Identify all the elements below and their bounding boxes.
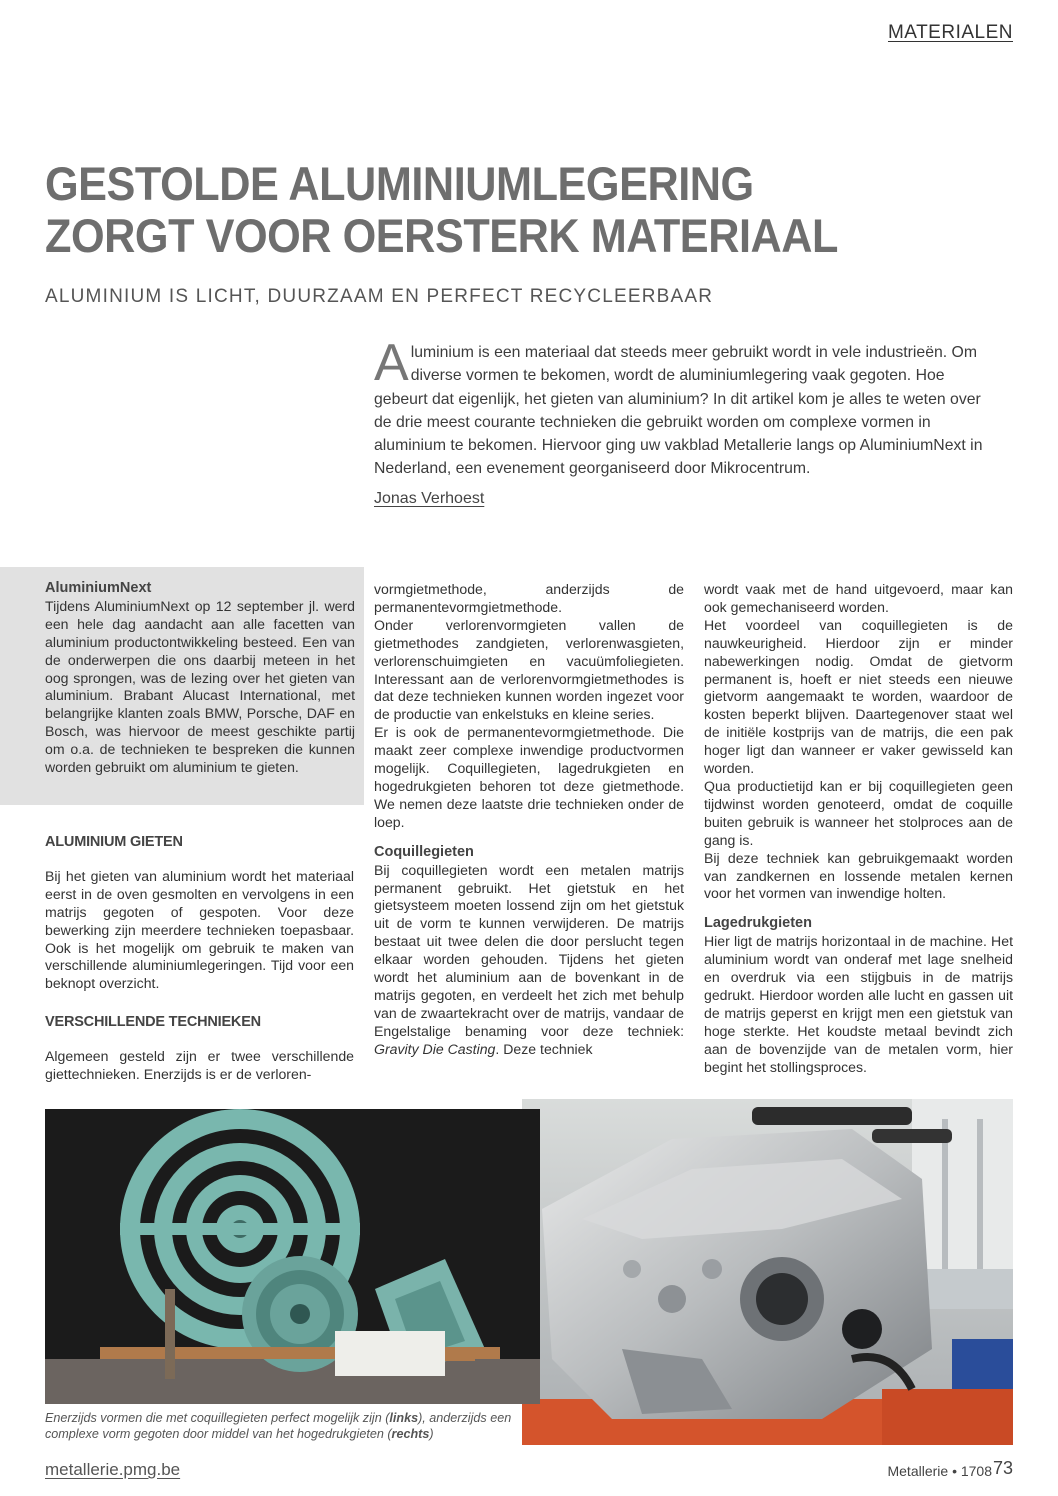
paragraph-text: . Deze techniek	[495, 1040, 593, 1057]
lead-text: luminium is een materiaal dat steeds meer gebruikt wordt in vele industrieën. Om diverse vormen te bekomen, wordt de aluminiumlegering vaak gegoten. Hoe gebeurt dat eigenlijk, het gieten van aluminium? In dit artikel kom je alles te weten over de drie meest courante technieken die gebruikt worden om complexe vormen in aluminium te bekomen. Hiervoor ging uw vakblad Metallerie langs op AluminiumNext in Nederland, een evenement georganiseerd door Mikrocentrum.	[374, 344, 983, 478]
caption-bold-links: links	[389, 1411, 419, 1425]
paragraph: Bij het gieten van aluminium wordt het materiaal eerst in de oven gesmolten en vervolgens in een matrijs gegoten of gespoten. Voor deze bewerking zijn meerdere technieken toepasbaar. Ook is het mogelijk om gebruik te maken van verschillende aluminiumlegeringen. Tijd voor een beknopt overzicht.	[45, 867, 354, 992]
article-subtitle: ALUMINIUM IS LICHT, DUURZAAM EN PERFECT RECYCLEERBAAR	[45, 286, 714, 307]
italic-term: Gravity Die Casting	[374, 1040, 496, 1057]
heading-aluminium-gieten: ALUMINIUM GIETEN	[45, 834, 183, 850]
heading-verschillende-technieken: VERSCHILLENDE TECHNIEKEN	[45, 1014, 261, 1031]
paragraph	[374, 862, 684, 1059]
paragraph: Qua productietijd kan er bij coquillegieten geen tijdwinst worden genoteerd, omdat de coquille buiten gebruik is wanneer het stolproces aan de gang is.	[704, 777, 1013, 848]
paragraph: vormgietmethode, anderzijds de permanentevormgietmethode.	[374, 581, 684, 615]
sidebar-box	[0, 567, 364, 805]
article-title	[45, 158, 928, 262]
engine-photo	[522, 1099, 1013, 1445]
footer-magazine-issue: Metallerie • 1708	[887, 1463, 992, 1479]
column-3	[704, 581, 1013, 1076]
footer-website-link[interactable]: metallerie.pmg.be	[45, 1460, 181, 1479]
page-number: 73	[992, 1458, 1013, 1478]
sidebar-heading: AluminiumNext	[45, 580, 152, 596]
paragraph-text: Bij coquillegieten wordt een metalen matrijs permanent gebruikt. Het gietstuk en het gietsysteem moeten lossend zijn om het gietstuk uit de vorm te kunnen verwijderen. De matrijs bestaat uit twee delen die door perslucht tegen elkaar worden gehouden. Tijdens het gieten wordt het aluminium aan de bovenkant in de matrijs gegoten, en verdeelt het zich met behulp van de zwaartekracht over de matrijs, vandaar de Engelstalige benaming voor deze techniek:	[374, 861, 684, 1039]
paragraph: Onder verlorenvormgieten vallen de gietmethodes zandgieten, verlorenwasgieten, verlorenschuimgieten en vacuümfoliegieten. Interessant aan de verlorenvormgietmethodes is dat deze technieken kunnen worden ingezet voor de productie van enkelstuks en kleine series.	[374, 616, 684, 723]
paragraph: wordt vaak met de hand uitgevoerd, maar kan ook gemechaniseerd worden.	[704, 581, 1013, 615]
paragraph: Er is ook de permanentevormgietmethode. Die maakt zeer complexe inwendige productvormen mogelijk. Coquillegieten, lagedrukgieten en hogedrukgieten behoren tot deze gietmethode. We nemen deze laatste drie technieken onder de loep.	[374, 724, 684, 830]
paragraph: Algemeen gesteld zijn er twee verschillende giettechnieken. Enerzijds is er de verloren-	[45, 1048, 354, 1083]
sidebar-text: Tijdens AluminiumNext op 12 september jl. werd een hele dag aandacht aan alle facetten van aluminium productontwikkeling besteed. Een van de onderwerpen die ons daarbij meteen in het oog sprongen, was de lezing over het gieten van aluminium. Brabant Alucast International, met belangrijke klanten zoals BMW, Porsche, DAF en Bosch, was hiervoor de meest geschikte partij om o.a. de technieken te bespreken die kunnen worden gebruikt om aluminium te gieten.	[45, 597, 355, 776]
photo-caption	[45, 1410, 515, 1442]
title-line-1: GESTOLDE ALUMINIUMLEGERING	[45, 157, 754, 210]
paragraph: Hier ligt de matrijs horizontaal in de machine. Het aluminium wordt van onderaf met lage snelheid en overdruk via een stijgbuis in de matrijs gedrukt. Hierdoor worden alle lucht en gassen uit de matrijs geperst en krijgt men een gietstuk van hoge sterkte. Het koudste metaal bevindt zich aan de bovenzijde van de metalen vorm, hier begint het stollingsproces.	[704, 933, 1013, 1075]
caption-text: Enerzijds vormen die met coquillegieten perfect mogelijk zijn (	[45, 1411, 390, 1425]
caption-bold-rechts: rechts	[391, 1427, 430, 1441]
drop-cap: A	[374, 334, 409, 392]
paragraph: Het voordeel van coquillegieten is de nauwkeurigheid. Hierdoor zijn er minder nabewerkingen nodig. Omdat de gietvorm permanent is, hoeft er niet steeds een nieuwe gietvorm aangemaakt te worden, waardoor de kosten beperkt blijven. Daartegenover staat wel de initiële kostprijs van de matrijs, die een pak hoger ligt dan wanneer er vaker gewisseld kan worden.	[704, 616, 1013, 777]
author-byline: Jonas Verhoest	[374, 490, 485, 507]
casting-forms-photo	[45, 1109, 540, 1404]
heading-lagedrukgieten: Lagedrukgieten	[704, 915, 812, 932]
column-2	[374, 581, 684, 1059]
paragraph: Bij deze techniek kan gebruikgemaakt worden van zandkernen en lossende metalen kernen voor het vormen van inwendige holten.	[704, 849, 1013, 902]
title-line-2: ZORGT VOOR OERSTERK MATERIAAL	[45, 209, 839, 262]
heading-coquillegieten: Coquillegieten	[374, 843, 474, 860]
column-1	[45, 834, 354, 1084]
lead-paragraph	[374, 334, 984, 481]
engine-illustration	[522, 1099, 1013, 1445]
section-label: MATERIALEN	[887, 22, 1013, 43]
casting-illustration	[45, 1109, 540, 1404]
caption-text: ), anderzijds een complexe vorm gegoten door middel van het hogedrukgieten (	[45, 1411, 512, 1441]
caption-text: )	[429, 1427, 434, 1441]
